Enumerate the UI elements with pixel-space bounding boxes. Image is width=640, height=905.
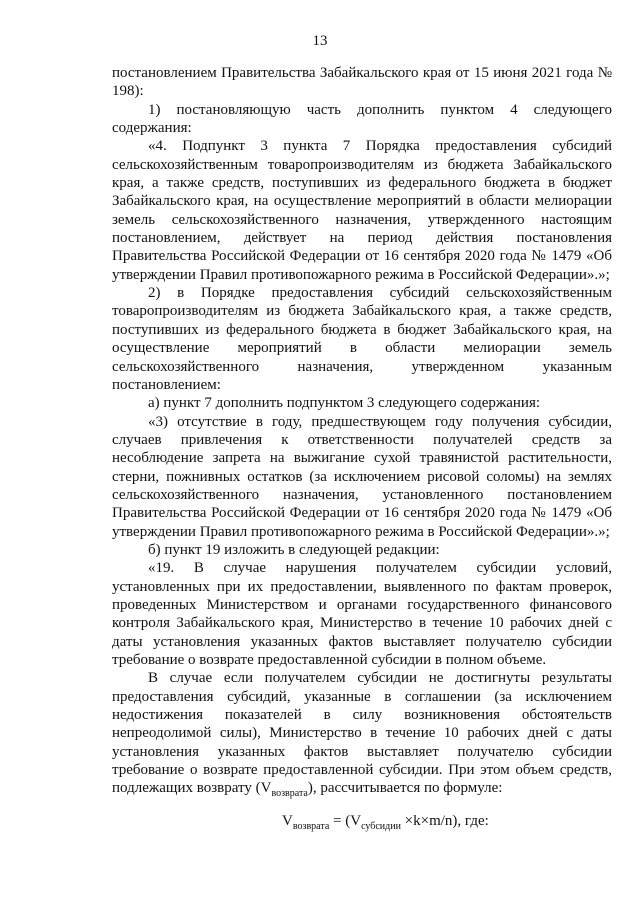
formula-lhs: V <box>282 812 293 829</box>
paragraph-1: постановлением Правительства Забайкальского края от 15 июня 2021 года № 198): <box>112 65 612 100</box>
formula-lhs-subscript: возврата <box>292 820 330 832</box>
document-body <box>112 64 612 830</box>
page-number: 13 <box>312 33 328 49</box>
paragraph-9-text: В случае если получателем субсидии не достигнуты результаты предоставления субсидий, указанные в соглашении (за исключением недостижения показателей в силу возникновения обстоятельств непреодолимой силы), Министерство в течение 10 рабочих дней с даты установления указанных фактов выставляет получателю субсидии требование о возврате предоставленной субсидии. При этом объем средств, подлежащих возврату ( <box>112 670 612 797</box>
paragraph-4: 2) в Порядке предоставления субсидий сельскохозяйственным товаропроизводителям из бюджета Забайкальского края, а также средств, поступивших из федерального бюджета в бюджет Забайкальского края, на осуществление мероприятий в области мелиорации земель сельскохозяйственного назначения, утвержденном указанным постановлением: <box>112 285 612 393</box>
paragraph-8: «19. В случае нарушения получателем субсидии условий, установленных при их предоставлении, выявленного по фактам проверок, проведенных Министерством и органами государственного финансового контроля Забайкальского края, Министерство в течение 10 рабочих дней с даты установления указанных фактов выставляет получателю субсидии требование о возврате предоставленной субсидии в полном объеме. <box>112 560 612 668</box>
paragraph-2: 1) постановляющую часть дополнить пунктом 4 следующего содержания: <box>112 101 612 137</box>
paragraph-6: «3) отсутствие в году, предшествующем году получения субсидии, случаев привлечения к ответственности получателей средств за несоблюдение запрета на выжигание сухой травянистой растительности, стерни, пожнивных остатков (за исключением рисовой соломы) на землях сельскохозяйственного назначения, установленного постановлением Правительства Российской Федерации от 16 сентября 2020 года № 1479 «Об утверждении Правил противопожарного режима в Российской Федерации».»; <box>112 413 612 540</box>
paragraph-3: «4. Подпункт 3 пункта 7 Порядка предоставления субсидий сельскохозяйственным товаропроизводителям из бюджета Забайкальского края, а также средств, поступивших из федерального бюджета в бюджет Забайкальского края, на осуществление мероприятий в области мелиорации земель сельскохозяйственного назначения, утвержденного настоящим постановлением, действует на период действия постановления Правительства Российской Федерации от 16 сентября 2020 года № 1479 «Об утверждении Правил противопожарного режима в Российской Федерации».»; <box>112 138 612 283</box>
paragraph-9-tail: ), рассчитывается по формуле: <box>307 780 503 797</box>
v-symbol: V <box>260 780 272 797</box>
formula-rhs-subscript: субсидии <box>361 820 401 832</box>
formula-eq: = (V <box>329 812 362 829</box>
paragraph-9 <box>112 669 612 800</box>
paragraph-5: а) пункт 7 дополнить подпунктом 3 следующего содержания: <box>148 395 541 412</box>
formula <box>112 812 612 830</box>
formula-rest: ×k×m/n), где: <box>400 812 489 829</box>
v-subscript: возврата <box>271 788 308 800</box>
paragraph-7: б) пункт 19 изложить в следующей редакции: <box>148 541 440 558</box>
